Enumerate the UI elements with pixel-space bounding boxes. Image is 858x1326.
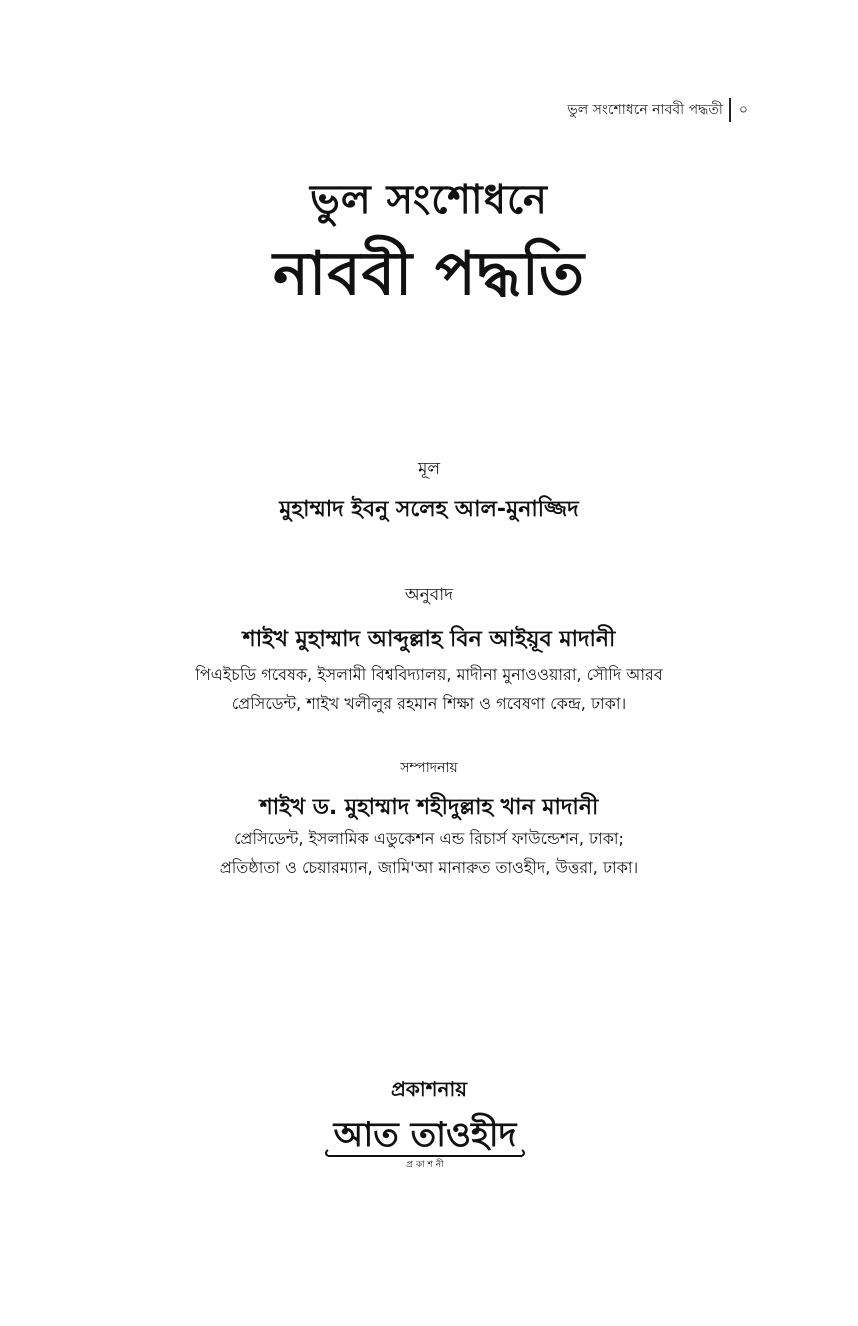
header-divider [729, 98, 731, 122]
publisher-logo-subtext: প্র কা শ নী [406, 1160, 444, 1170]
book-title-line2: নাববী পদ্ধতি [273, 239, 585, 309]
publisher-logo [320, 1110, 530, 1170]
editor-name: শাইখ ড. মুহাম্মাদ শহীদুল্লাহ খান মাদানী [259, 795, 599, 820]
original-label: মূল [417, 459, 441, 479]
translator-name: শাইখ মুহাম্মাদ আব্দুল্লাহ বিন আইয়ূব মাদানী [242, 627, 616, 652]
translator-description-2: প্রেসিডেন্ট, শাইখ খলীলুর রহমান শিক্ষা ও গবেষণা কেন্দ্র, ঢাকা। [231, 694, 627, 713]
translation-label: অনুবাদ [404, 585, 454, 605]
book-title-line1: ভুল সংশোধনে [310, 177, 548, 223]
running-header [567, 98, 748, 122]
translator-description-1: পিএইচডি গবেষক, ইসলামী বিশ্ববিদ্যালয়, মাদীনা মুনাওওয়ারা, সৌদি আরব [195, 665, 663, 684]
running-title: ভুল সংশোধনে নাববী পদ্ধতী [567, 102, 723, 118]
editor-description-2: প্রতিষ্ঠাতা ও চেয়ারম্যান, জামি'আ মানারুত তাওহীদ, উত্তরা, ঢাকা। [219, 858, 639, 877]
editor-description-1: প্রেসিডেন্ট, ইসলামিক এডুকেশন এন্ড রিচার্স ফাউন্ডেশন, ঢাকা; [234, 829, 624, 848]
original-author: মুহাম্মাদ ইবনু সলেহ আল-মুনাজ্জিদ [279, 497, 579, 522]
publisher-label: প্রকাশনায় [390, 1077, 468, 1101]
editing-label: সম্পাদনায় [400, 760, 458, 776]
publisher-logo-text: আত তাওহীদ [333, 1115, 517, 1155]
page-number: ০ [738, 102, 748, 118]
